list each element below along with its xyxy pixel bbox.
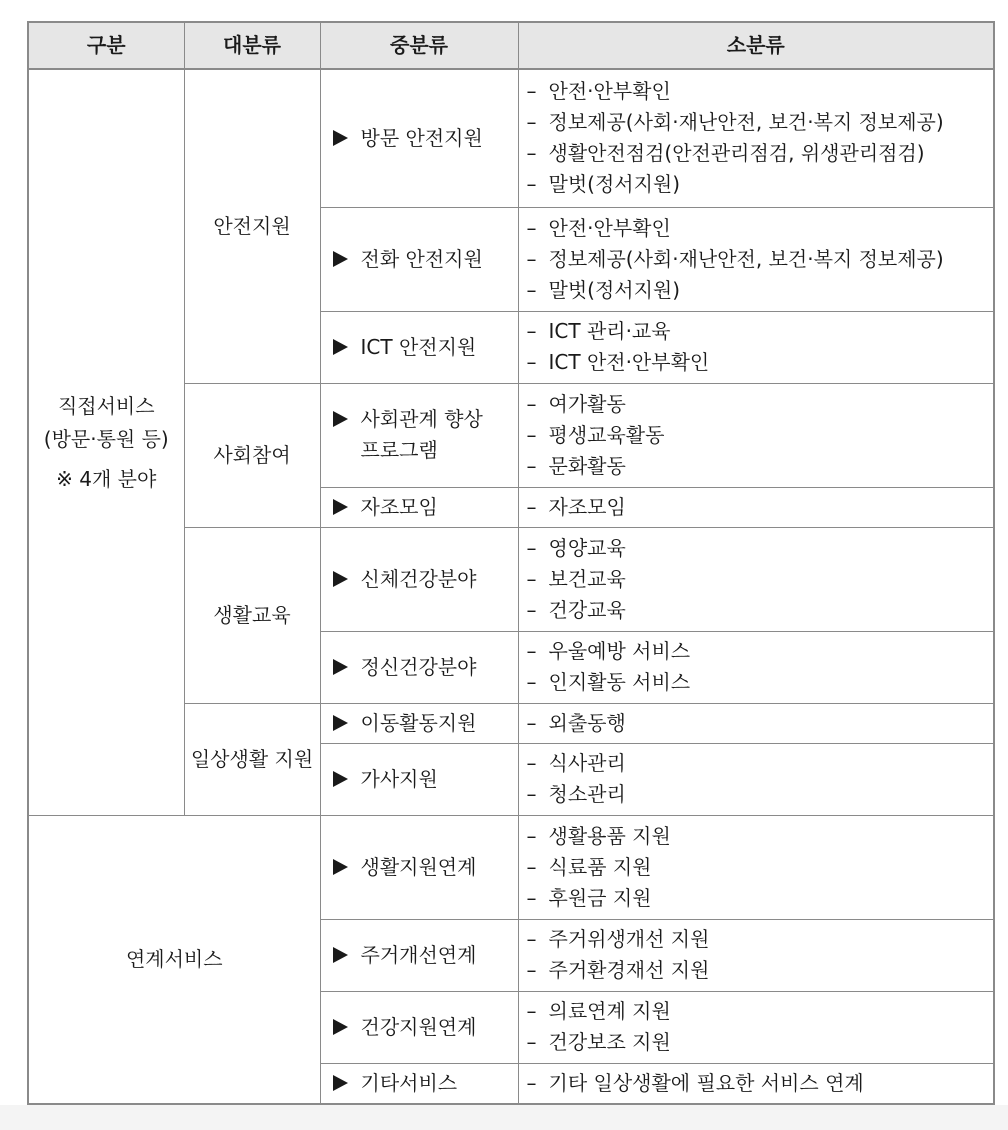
- dash-mark: –: [526, 1030, 537, 1054]
- dash-mark: –: [526, 782, 537, 806]
- minor-cell: [518, 919, 994, 991]
- minor-cell: [518, 311, 994, 383]
- dash-mark: –: [526, 246, 537, 271]
- triangle-bullet-icon: [333, 1019, 348, 1035]
- mid-label: ICT 안전지원: [360, 334, 477, 359]
- minor-item-label: 의료연계 지원: [548, 999, 671, 1023]
- minor-item-label: 여가활동: [548, 391, 626, 416]
- minor-item: [527, 169, 994, 200]
- triangle-bullet-icon: [333, 411, 348, 427]
- dash-mark: –: [526, 597, 537, 622]
- minor-item: [527, 779, 994, 810]
- header-gubun: 구분: [28, 22, 184, 69]
- minor-item: [527, 492, 994, 523]
- triangle-bullet-icon: [333, 251, 348, 267]
- triangle-bullet-icon: [333, 130, 348, 146]
- minor-item-label: 평생교육활동: [548, 422, 665, 447]
- gubun-direct-cell: [28, 69, 184, 815]
- minor-item: [527, 1027, 994, 1058]
- mid-label: 자조모임: [360, 494, 438, 519]
- mid-cell: [320, 703, 518, 743]
- minor-item: [527, 347, 994, 378]
- minor-item: [527, 533, 994, 564]
- minor-item-label: 안전·안부확인: [548, 215, 671, 240]
- minor-item-label: 우울예방 서비스: [548, 639, 691, 663]
- header-minor: 소분류: [518, 22, 994, 69]
- minor-item-label: 주거환경재선 지원: [548, 958, 710, 982]
- dash-mark: –: [526, 215, 537, 240]
- minor-item: [527, 708, 994, 739]
- dash-mark: –: [526, 391, 537, 416]
- minor-item-label: 생활안전점검(안전관리점검, 위생관리점검): [548, 141, 925, 166]
- dash-mark: –: [526, 494, 537, 519]
- minor-item: [527, 138, 994, 169]
- minor-item: [527, 955, 994, 986]
- mid-label: 이동활동지원: [360, 710, 477, 735]
- minor-item: [527, 316, 994, 347]
- dash-mark: –: [526, 999, 537, 1023]
- dash-mark: –: [526, 110, 537, 135]
- mid-cell: [320, 207, 518, 311]
- mid-label: 가사지원: [360, 766, 438, 791]
- minor-item: [527, 883, 994, 914]
- minor-item-label: 문화활동: [548, 453, 626, 478]
- minor-item-label: 건강교육: [548, 597, 626, 622]
- minor-cell: [518, 631, 994, 703]
- table-row: [28, 815, 994, 919]
- minor-item: [527, 76, 994, 107]
- minor-cell: [518, 207, 994, 311]
- major-safety: 안전지원: [184, 69, 320, 383]
- major-social: 사회참여: [184, 383, 320, 527]
- triangle-bullet-icon: [333, 715, 348, 731]
- mid-cell: [320, 631, 518, 703]
- header-mid: 중분류: [320, 22, 518, 69]
- minor-item: [527, 924, 994, 955]
- triangle-bullet-icon: [333, 859, 348, 875]
- mid-label: 생활지원연계: [360, 854, 477, 879]
- dash-mark: –: [526, 854, 537, 879]
- dash-mark: –: [526, 141, 537, 166]
- minor-cell: [518, 383, 994, 487]
- mid-cell: [320, 743, 518, 815]
- triangle-bullet-icon: [333, 339, 348, 355]
- minor-item: [527, 595, 994, 626]
- minor-item: [527, 852, 994, 883]
- minor-item: [527, 667, 994, 698]
- table-row: [28, 69, 994, 207]
- minor-item-label: 청소관리: [548, 782, 626, 806]
- minor-cell: [518, 1063, 994, 1104]
- minor-item-label: 말벗(정서지원): [548, 172, 681, 197]
- minor-item-label: 건강보조 지원: [548, 1030, 671, 1054]
- mid-cell: [320, 991, 518, 1063]
- minor-item-label: ICT 안전·안부확인: [548, 350, 710, 374]
- dash-mark: –: [526, 823, 537, 848]
- dash-mark: –: [526, 885, 537, 910]
- minor-cell: [518, 487, 994, 527]
- minor-item: [527, 213, 994, 244]
- minor-item: [527, 636, 994, 667]
- gubun-direct-note: ※ 4개 분야: [56, 466, 157, 491]
- major-education: 생활교육: [184, 527, 320, 703]
- mid-cell: [320, 919, 518, 991]
- minor-item-label: 정보제공(사회·재난안전, 보건·복지 정보제공): [548, 246, 944, 271]
- dash-mark: –: [526, 535, 537, 560]
- minor-cell: [518, 527, 994, 631]
- minor-cell: [518, 703, 994, 743]
- dash-mark: –: [526, 927, 537, 951]
- minor-item-label: 후원금 지원: [548, 885, 652, 910]
- triangle-bullet-icon: [333, 1075, 348, 1091]
- dash-mark: –: [526, 79, 537, 104]
- major-daily: 일상생활 지원: [184, 703, 320, 815]
- mid-cell: [320, 815, 518, 919]
- minor-item-label: 자조모임: [548, 494, 626, 519]
- minor-item: [527, 748, 994, 779]
- minor-item: [527, 389, 994, 420]
- triangle-bullet-icon: [333, 571, 348, 587]
- minor-item-label: 인지활동 서비스: [548, 670, 691, 694]
- minor-item-label: 정보제공(사회·재난안전, 보건·복지 정보제공): [548, 110, 944, 135]
- minor-item-label: 생활용품 지원: [548, 823, 671, 848]
- dash-mark: –: [526, 1070, 537, 1095]
- minor-item: [527, 1068, 994, 1099]
- dash-mark: –: [526, 958, 537, 982]
- minor-item: [527, 107, 994, 138]
- gubun-direct-subtitle: (방문·통원 등): [43, 426, 169, 451]
- minor-item-label: 영양교육: [548, 535, 626, 560]
- minor-item-label: 보건교육: [548, 566, 626, 591]
- mid-label: 기타서비스: [360, 1070, 458, 1095]
- mid-cell: [320, 311, 518, 383]
- minor-item-label: 외출동행: [548, 710, 626, 735]
- service-classification-table: [27, 21, 995, 1105]
- mid-label: 신체건강분야: [360, 566, 477, 591]
- minor-item: [527, 420, 994, 451]
- dash-mark: –: [526, 710, 537, 735]
- triangle-bullet-icon: [333, 499, 348, 515]
- triangle-bullet-icon: [333, 659, 348, 675]
- mid-label: 정신건강분야: [360, 654, 477, 679]
- minor-item: [527, 821, 994, 852]
- minor-cell: [518, 815, 994, 919]
- dash-mark: –: [526, 172, 537, 197]
- mid-cell: [320, 487, 518, 527]
- minor-cell: [518, 991, 994, 1063]
- header-major: 대분류: [184, 22, 320, 69]
- minor-item: [527, 564, 994, 595]
- minor-item-label: 말벗(정서지원): [548, 277, 681, 302]
- mid-cell: [320, 527, 518, 631]
- minor-item-label: 기타 일상생활에 필요한 서비스 연계: [548, 1070, 864, 1095]
- dash-mark: –: [526, 670, 537, 694]
- minor-cell: [518, 69, 994, 207]
- dash-mark: –: [526, 566, 537, 591]
- minor-item-label: 주거위생개선 지원: [548, 927, 710, 951]
- dash-mark: –: [526, 639, 537, 663]
- gubun-direct-title: 직접서비스: [57, 393, 155, 418]
- minor-item: [527, 996, 994, 1027]
- minor-item-label: 식료품 지원: [548, 854, 652, 879]
- dash-mark: –: [526, 319, 537, 343]
- dash-mark: –: [526, 751, 537, 775]
- minor-item: [527, 244, 994, 275]
- triangle-bullet-icon: [333, 947, 348, 963]
- mid-label: 전화 안전지원: [360, 246, 483, 271]
- minor-item-label: ICT 관리·교육: [548, 319, 671, 343]
- mid-cell: [320, 69, 518, 207]
- header-row: [28, 22, 994, 69]
- gubun-linked: 연계서비스: [28, 815, 320, 1104]
- minor-item: [527, 451, 994, 482]
- minor-item: [527, 275, 994, 306]
- minor-cell: [518, 743, 994, 815]
- mid-label: 방문 안전지원: [360, 125, 483, 150]
- dash-mark: –: [526, 350, 537, 374]
- mid-label: 사회관계 향상 프로그램: [360, 407, 483, 462]
- mid-label: 주거개선연계: [360, 942, 477, 967]
- dash-mark: –: [526, 422, 537, 447]
- dash-mark: –: [526, 277, 537, 302]
- minor-item-label: 식사관리: [548, 751, 626, 775]
- dash-mark: –: [526, 453, 537, 478]
- mid-cell: [320, 383, 518, 487]
- mid-label: 건강지원연계: [360, 1014, 477, 1039]
- triangle-bullet-icon: [333, 771, 348, 787]
- mid-cell: [320, 1063, 518, 1104]
- minor-item-label: 안전·안부확인: [548, 79, 671, 104]
